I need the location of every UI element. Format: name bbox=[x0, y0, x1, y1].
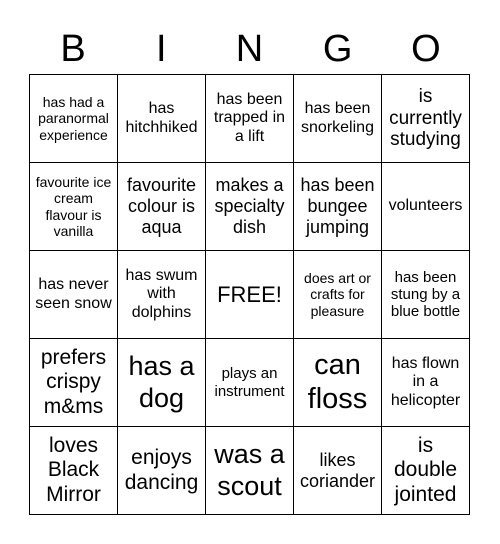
bingo-cell[interactable]: has been trapped in a lift bbox=[206, 75, 294, 163]
bingo-cell[interactable]: has swum with dolphins bbox=[118, 251, 206, 339]
bingo-cell[interactable]: likes coriander bbox=[294, 427, 382, 515]
bingo-cell[interactable]: has flown in a helicopter bbox=[382, 339, 470, 427]
header-letter-g: G bbox=[322, 28, 353, 70]
header-letter-o: O bbox=[411, 28, 441, 70]
bingo-cell[interactable]: has been stung by a blue bottle bbox=[382, 251, 470, 339]
bingo-cell[interactable]: volunteers bbox=[382, 163, 470, 251]
bingo-cell[interactable]: plays an instrument bbox=[206, 339, 294, 427]
bingo-cell[interactable]: does art or crafts for pleasure bbox=[294, 251, 382, 339]
bingo-cell[interactable]: is currently studying bbox=[382, 75, 470, 163]
bingo-cell[interactable]: enjoys dancing bbox=[118, 427, 206, 515]
bingo-cell[interactable]: can floss bbox=[294, 339, 382, 427]
bingo-cell[interactable]: has been bungee jumping bbox=[294, 163, 382, 251]
free-space[interactable]: FREE! bbox=[206, 251, 294, 339]
bingo-cell[interactable]: has never seen snow bbox=[30, 251, 118, 339]
bingo-cell[interactable]: favourite colour is aqua bbox=[118, 163, 206, 251]
bingo-cell[interactable]: is double jointed bbox=[382, 427, 470, 515]
bingo-cell[interactable]: has hitchhiked bbox=[118, 75, 206, 163]
bingo-cell[interactable]: favourite ice cream flavour is vanilla bbox=[30, 163, 118, 251]
bingo-board bbox=[29, 74, 470, 515]
bingo-cell[interactable]: has had a paranormal experience bbox=[30, 75, 118, 163]
bingo-cell[interactable]: loves Black Mirror bbox=[30, 427, 118, 515]
header-letter-i: I bbox=[156, 28, 167, 70]
bingo-cell[interactable]: was a scout bbox=[206, 427, 294, 515]
bingo-cell[interactable]: has been snorkeling bbox=[294, 75, 382, 163]
header-letter-n: N bbox=[235, 28, 264, 70]
bingo-cell[interactable]: makes a specialty dish bbox=[206, 163, 294, 251]
bingo-header bbox=[29, 24, 470, 74]
bingo-cell[interactable]: has a dog bbox=[118, 339, 206, 427]
bingo-cell[interactable]: prefers crispy m&ms bbox=[30, 339, 118, 427]
header-letter-b: B bbox=[60, 28, 86, 70]
